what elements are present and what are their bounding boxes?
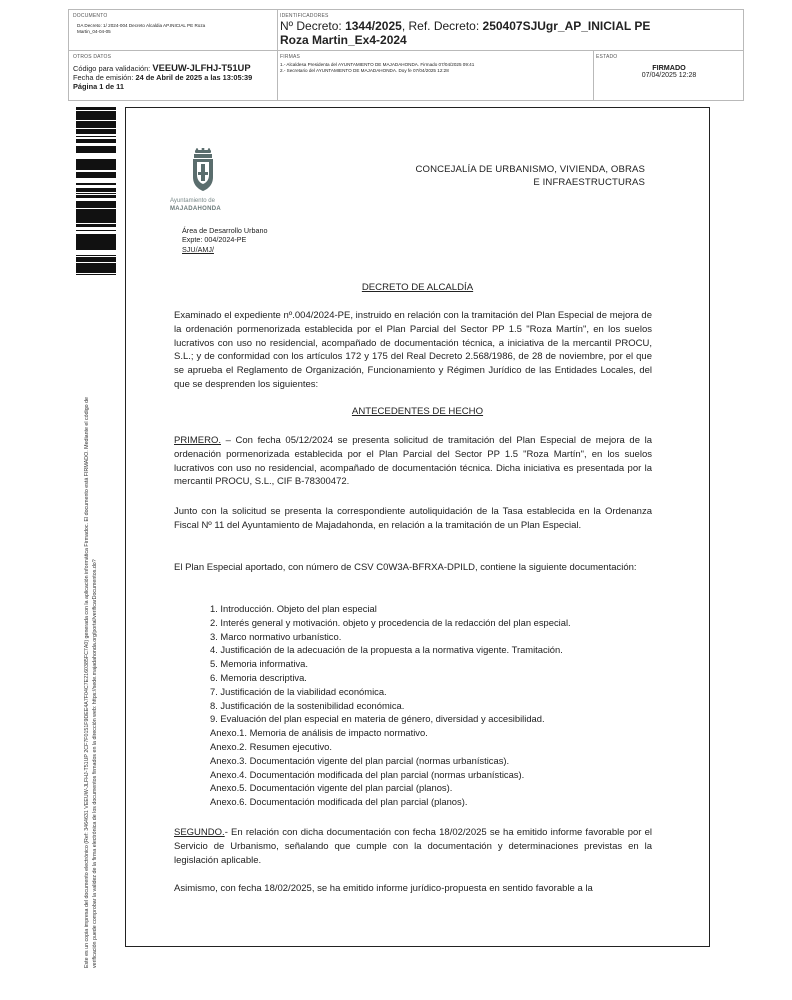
document-title: DECRETO DE ALCALDÍA — [361, 282, 474, 293]
signature-header — [68, 9, 744, 101]
logo-text — [170, 198, 221, 213]
segundo-lead: SEGUNDO. — [174, 827, 225, 838]
estado-date: 07/04/2025 12:28 — [641, 72, 697, 79]
dept-line2: E INFRAESTRUCTURAS — [533, 177, 645, 188]
decreto-line1 — [280, 19, 740, 33]
firmas-caption: FIRMAS — [280, 54, 301, 60]
area-line1: Área de Desarrollo Urbano — [182, 226, 268, 235]
list-item: Anexo.3. Documentación vigente del plan parcial (normas urbanísticas). — [210, 754, 510, 766]
list-item: Anexo.4. Documentación modificada del plan parcial (normas urbanísticas). — [210, 768, 525, 780]
primero-lead: PRIMERO. — [174, 435, 221, 446]
segundo-paragraph — [174, 826, 652, 867]
documento-cell — [73, 13, 273, 35]
intro-paragraph: Examinado el expediente nº.004/2024-PE, instruido en relación con la tramitación del Plan Especial de mejora de la ordenación pormenorizada establecida por el Plan Parcial del Sector PP 1.5 "Roza Martín", en los suelos lucrativos con uso no residencial, acompañado de documentación técnica, a iniciativa de la mercantil PROCU, S.L.; y de conformidad con los artículos 172 y 175 del Real Decreto 2.568/1986, de 28 de noviembre, por el que se aprueba el Reglamento de Organización, Funcionamiento y Régimen Jurídico de las Entidades Locales, del que se desprenden los siguientes: — [174, 310, 652, 390]
barcode-icon — [76, 107, 116, 275]
firmas-cell — [280, 54, 590, 74]
decreto-line2: Roza Martin_Ex4-2024 — [280, 33, 407, 47]
documentation-list — [210, 602, 650, 809]
antecedentes-title: ANTECEDENTES DE HECHO — [351, 406, 484, 417]
estado-caption: ESTADO — [596, 54, 618, 60]
list-item: 6. Memoria descriptiva. — [210, 671, 307, 683]
firma-1: 1.- Alcaldesa Presidenta del AYUNTAMIENTO DE MAJADAHONDA. Firmado 07/04/2025 09:41 — [280, 62, 475, 67]
codigo-value: VEEUW-JLFHJ-T51UP — [152, 62, 251, 73]
plan-paragraph: El Plan Especial aportado, con número de CSV C0W3A-BFRXA-DPILD, contiene la siguiente documentación: — [174, 562, 637, 573]
identificadores-cell — [280, 13, 740, 47]
otros-caption: OTROS DATOS — [73, 54, 112, 60]
dept-line1: CONCEJALÍA DE URBANISMO, VIVIENDA, OBRAS — [415, 164, 645, 175]
fecha-label: Fecha de emisión: — [73, 73, 134, 82]
junto-paragraph: Junto con la solicitud se presenta la correspondiente autoliquidación de la Tasa establecida en la Ordenanza Fiscal Nº 11 del Ayuntamiento de Majadahonda, en relación a la tramitación de un Plan Especial. — [174, 506, 652, 531]
department-heading — [415, 163, 645, 189]
list-item: 4. Justificación de la adecuación de la propuesta a la normativa vigente. Tramitación. — [210, 644, 563, 656]
primero-text: – Con fecha 05/12/2024 se presenta solicitud de tramitación del Plan Especial de mejora de la ordenación pormenorizada establecida por el Plan Parcial del Sector PP 1.5 "Roza Martín", en los suelos lucrativos con uso no residencial, acompañado de documentación técnica. Dicha iniciativa es presentada por la mercantil PROCU, S.L., CIF B-78300472. — [174, 435, 652, 488]
fecha-value: 24 de Abril de 2025 a las 13:05:39 — [135, 73, 253, 82]
area-line3: SJU/AMJ/ — [182, 244, 214, 254]
list-item: 5. Memoria informativa. — [210, 658, 308, 670]
documento-line1: DA Decreto: 1/ 2024-004 Decreto Alcaldia AP.INICIAL PE Roza — [77, 23, 206, 28]
codigo-validacion — [73, 63, 273, 73]
firma-2: 2.- Secretario del AYUNTAMIENTO DE MAJADAHONDA. Doy fe 07/04/2025 12:28 — [280, 68, 449, 73]
list-item: Anexo.6. Documentación modificada del plan parcial (planos). — [210, 796, 468, 808]
pagina: Página 1 de 11 — [73, 82, 124, 91]
list-item: 2. Interés general y motivación. objeto y procedencia de la redacción del plan especial. — [210, 616, 571, 628]
list-item: Anexo.1. Memoria de análisis de impacto normativo. — [210, 727, 428, 739]
documento-line2: Martin_04-04-05 — [77, 29, 111, 34]
side-text-line2: verificación puede comprobar la validez de la firma electrónica de los documentos firmados en la dirección web: https://sede.majadahonda.org/portal/verificarDocumentos.do? — [91, 559, 98, 968]
verification-side-text — [84, 278, 99, 968]
logo-line1: Ayuntamiento de — [170, 198, 215, 204]
coat-of-arms-icon — [180, 148, 226, 198]
estado-value: FIRMADO — [652, 63, 686, 72]
decreto-prefix: Nº Decreto: — [280, 19, 342, 33]
estado-cell — [596, 54, 742, 79]
ref-value: 250407SJUgr_AP_INICIAL PE — [482, 19, 651, 33]
document-page — [125, 107, 710, 947]
list-item: 9. Evaluación del plan especial en materia de género, diversidad y accesibilidad. — [210, 713, 545, 725]
area-block — [182, 226, 268, 254]
documento-caption: DOCUMENTO — [73, 13, 108, 19]
list-item: 1. Introducción. Objeto del plan especial — [210, 603, 377, 614]
list-item: 7. Justificación de la viabilidad económica. — [210, 685, 387, 697]
list-item: Anexo.2. Resumen ejecutivo. — [210, 740, 332, 752]
otros-datos-cell — [73, 54, 273, 91]
list-item: 8. Justificación de la sostenibilidad económica. — [210, 699, 405, 711]
list-item: Anexo.5. Documentación vigente del plan parcial (planos). — [210, 782, 453, 794]
side-text-line1: Este es un copia impresa del documento electrónico (Ref: 3464631 VEEUW-JLFHJ-T51UP 2CF7F0151F9DEE4A7F04C7E2160385FC7A0) generada con la aplicación informática Firmadoc. El documento está FIRMADO. Mediante el código de — [84, 397, 90, 968]
codigo-label: Código para validación: — [73, 64, 151, 73]
list-item: 3. Marco normativo urbanístico. — [210, 630, 342, 642]
fecha-emision — [73, 73, 273, 82]
decreto-number: 1344/2025 — [345, 19, 402, 33]
logo-line2: MAJADAHONDA — [170, 205, 221, 212]
asimismo-paragraph: Asimismo, con fecha 18/02/2025, se ha emitido informe jurídico-propuesta en sentido favorable a la — [174, 883, 593, 894]
primero-paragraph — [174, 434, 652, 489]
area-line2: Expte: 004/2024-PE — [182, 235, 247, 245]
ref-prefix: , Ref. Decreto: — [401, 19, 480, 33]
segundo-text: - En relación con dicha documentación con fecha 18/02/2025 se ha emitido informe favorable por el Servicio de Urbanismo, señalando que cumple con la documentación y determinaciones previstas en la legislación aplicable. — [174, 827, 652, 866]
identificadores-caption: IDENTIFICADORES — [280, 13, 329, 19]
